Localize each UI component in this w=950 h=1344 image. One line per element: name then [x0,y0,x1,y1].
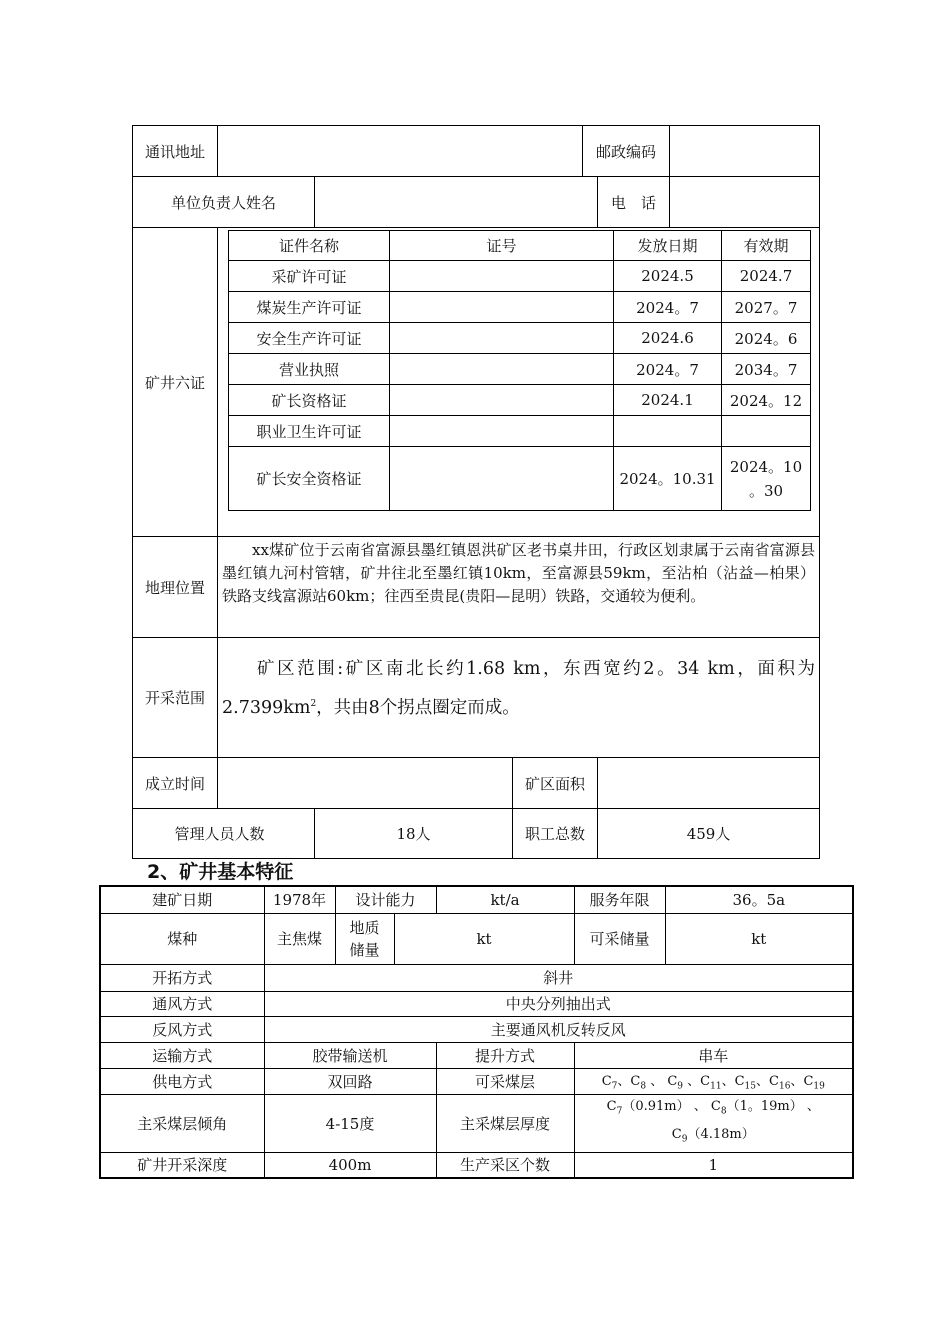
thick-c: C [710,1098,721,1114]
seam-sep: 、 [683,1074,701,1090]
mining-label: 开采范围 [133,638,218,758]
postcode-value [670,126,820,177]
location-label: 地理位置 [133,537,218,638]
postcode-label: 邮政编码 [583,126,670,177]
cert-number [390,385,614,416]
mineable-label: 可采储量 [574,913,665,964]
coal-label: 煤种 [100,913,264,964]
certs-header-issue: 发放日期 [614,231,722,261]
geo-reserve-label-1: 地质 [349,918,380,937]
seam-sep: 、 [646,1074,668,1090]
coal-value: 主焦煤 [264,913,335,964]
table-row [229,261,811,292]
dip-value: 4-15度 [264,1094,436,1152]
location-text: xx煤矿位于云南省富源县墨红镇恩洪矿区老书桌井田，行政区划隶属于云南省富源县墨红镇九河村管辖，矿井往北至墨红镇10km，至富源县59km，至沾柏（沾益—柏果）铁路支线富源站60km；往西至贵昆(贵阳—昆明）铁路，交通较为便利。 [218,537,820,638]
seam-c: C [630,1074,641,1090]
seam-sub: 19 [813,1081,825,1092]
seam-sub: 16 [778,1081,791,1092]
cert-name: 矿长安全资格证 [229,447,390,511]
geo-reserve-label-2: 储量 [349,940,380,959]
thick-value [574,1094,853,1152]
thick-label: 主采煤层厚度 [436,1094,574,1152]
dev-value: 斜井 [264,964,853,991]
head-value [315,177,598,228]
power-label: 供电方式 [100,1068,264,1094]
thick-sub: 7 [616,1106,623,1117]
service-label: 服务年限 [574,886,665,913]
table-row [229,416,811,447]
table-row [229,323,811,354]
cert-valid: 2024.7 [722,261,811,292]
section-heading: 2、矿井基本特征 [147,861,294,883]
mineable-value: kt [665,913,853,964]
cert-issue: 2024。7 [614,292,722,323]
cert-valid: 2027。7 [722,292,811,323]
mining-text-b: ，共由8个拐点圈定而成。 [316,697,520,718]
cert-name: 煤炭生产许可证 [229,292,390,323]
founded-value [218,758,513,809]
cert-number [390,292,614,323]
thick-val: （1。19m） 、 [726,1098,820,1114]
cert-number [390,354,614,385]
cert-number [390,323,614,354]
certs-header-number: 证号 [390,231,614,261]
seam-sep: 、 [617,1074,631,1090]
cert-number [390,447,614,511]
seams-label: 可采煤层 [436,1068,574,1094]
cert-number [390,261,614,292]
certs-cell [218,228,820,537]
mining-text [218,638,820,758]
table-row [229,385,811,416]
table-row [229,447,811,511]
managers-value: 18人 [315,809,513,859]
cert-valid [722,447,811,511]
cert-issue: 2024.1 [614,385,722,416]
cert-valid: 2024。6 [722,323,811,354]
built-value: 1978年 [264,886,335,913]
cert-valid: 2034。7 [722,354,811,385]
seam-c: C [769,1074,779,1090]
phone-value [670,177,820,228]
service-value: 36。5a [665,886,853,913]
seam-sub: 11 [710,1081,722,1092]
cert-valid-line2: 。30 [748,481,784,500]
seam-sep: 、 [790,1074,804,1090]
address-label: 通讯地址 [133,126,218,177]
certs-header-valid: 有效期 [722,231,811,261]
cert-valid [722,416,811,447]
cert-issue: 2024。10.31 [614,447,722,511]
reverse-label: 反风方式 [100,1016,264,1042]
seam-c: C [700,1074,711,1090]
capacity-value: kt/a [436,886,574,913]
cert-name: 采矿许可证 [229,261,390,292]
head-label: 单位负责人姓名 [133,177,315,228]
thick-val: （4.18m） [687,1127,755,1143]
seams-value [574,1068,853,1094]
thick-c: C [671,1127,682,1143]
mine-info-table [132,125,820,859]
managers-label: 管理人员人数 [133,809,315,859]
mining-text-a: 矿区范围:矿区南北长约1.68 km，东西宽约2。34 km，面积为2.7399km [222,659,816,718]
cert-number [390,416,614,447]
mining-sup: 2 [310,699,317,709]
certs-header-name: 证件名称 [229,231,390,261]
built-label: 建矿日期 [100,886,264,913]
table-row [229,292,811,323]
phone-label: 电 话 [598,177,670,228]
hoist-value: 串车 [574,1042,853,1068]
staff-value: 459人 [598,809,820,859]
cert-issue [614,416,722,447]
faces-value: 1 [574,1152,853,1178]
transport-value: 胶带输送机 [264,1042,436,1068]
vent-value: 中央分列抽出式 [264,991,853,1016]
thick-sub: 8 [720,1106,727,1117]
seam-c: C [601,1074,612,1090]
seam-c: C [667,1074,678,1090]
power-value: 双回路 [264,1068,436,1094]
reverse-value: 主要通风机反转反风 [264,1016,853,1042]
cert-name: 营业执照 [229,354,390,385]
seam-sub: 8 [640,1081,647,1092]
cert-valid-line1: 2024。10 [729,457,803,476]
dip-label: 主采煤层倾角 [100,1094,264,1152]
transport-label: 运输方式 [100,1042,264,1068]
mine-features-table [99,885,854,1179]
seam-sub: 7 [611,1081,618,1092]
geo-reserve-label [335,913,394,964]
cert-name: 矿长资格证 [229,385,390,416]
cert-issue: 2024.5 [614,261,722,292]
cert-name: 职业卫生许可证 [229,416,390,447]
seam-sep: 、 [756,1074,770,1090]
cert-issue: 2024.6 [614,323,722,354]
vent-label: 通风方式 [100,991,264,1016]
thick-sub: 9 [681,1134,688,1145]
founded-label: 成立时间 [133,758,218,809]
seam-sep: 、 [721,1074,735,1090]
cert-issue: 2024。7 [614,354,722,385]
seam-sub: 9 [677,1081,684,1092]
certs-label: 矿井六证 [133,228,218,537]
dev-label: 开拓方式 [100,964,264,991]
certs-table [228,230,811,511]
cert-valid: 2024。12 [722,385,811,416]
thick-val: （0.91m） 、 [622,1098,711,1114]
seam-c: C [803,1074,814,1090]
seam-sub: 15 [744,1081,756,1092]
staff-label: 职工总数 [513,809,598,859]
depth-value: 400m [264,1152,436,1178]
area-value [598,758,820,809]
geo-reserve-value: kt [394,913,574,964]
seam-c: C [734,1074,745,1090]
thick-c: C [606,1098,617,1114]
area-label: 矿区面积 [513,758,598,809]
cert-name: 安全生产许可证 [229,323,390,354]
depth-label: 矿井开采深度 [100,1152,264,1178]
capacity-label: 设计能力 [335,886,436,913]
hoist-label: 提升方式 [436,1042,574,1068]
faces-label: 生产采区个数 [436,1152,574,1178]
table-row [229,354,811,385]
address-value [218,126,583,177]
